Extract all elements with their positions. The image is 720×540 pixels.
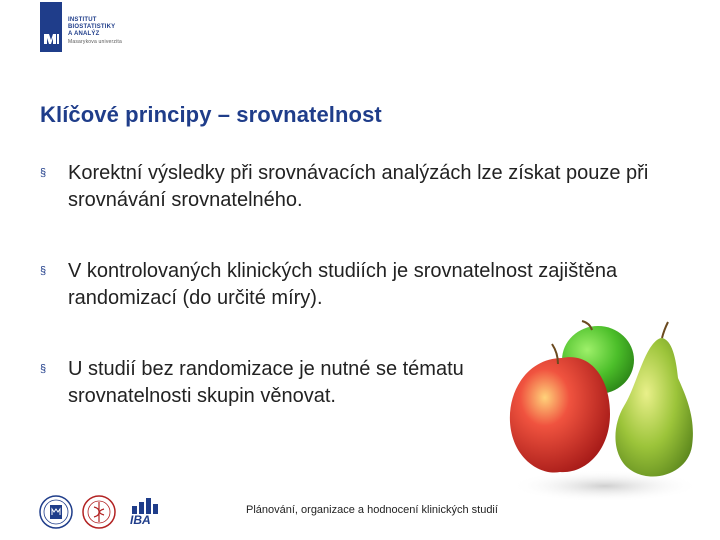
fruit-illustration <box>500 318 700 508</box>
bullet-marker-icon: § <box>40 265 47 277</box>
bullet-item <box>40 160 668 214</box>
logo-line: BIOSTATISTIKY <box>68 24 116 30</box>
logo-text <box>68 17 122 46</box>
iba-bars-icon <box>128 496 162 514</box>
footer-caption: Plánování, organizace a hodnocení klinických studií <box>246 504 498 516</box>
university-seal-icon <box>38 494 74 530</box>
bullet-marker-icon: § <box>40 167 47 179</box>
footer-logos <box>38 493 162 531</box>
muni-logo-icon <box>40 2 62 52</box>
bullet-item <box>40 356 488 410</box>
institute-logo <box>40 2 122 52</box>
logo-line: A ANALÝZ <box>68 31 100 37</box>
bullet-text: V kontrolovaných klinických studiích je srovnatelnost zajištěna randomizací (do určité míry). <box>68 260 618 309</box>
logo-line: INSTITUT <box>68 17 97 23</box>
slide-title: Klíčové principy – srovnatelnost <box>40 102 382 127</box>
logo-subline: Masarykova univerzita <box>68 39 122 45</box>
bullet-marker-icon: § <box>40 363 47 375</box>
faculty-seal-icon <box>80 493 118 531</box>
bullet-item <box>40 258 668 312</box>
bullet-text: U studií bez randomizace je nutné se tématu srovnatelnosti skupin věnovat. <box>68 358 464 407</box>
iba-label: IBA <box>130 513 151 527</box>
bullet-text: Korektní výsledky při srovnávacích analýzách lze získat pouze při srovnávání srovnatelného. <box>68 162 649 211</box>
iba-logo <box>128 496 162 528</box>
